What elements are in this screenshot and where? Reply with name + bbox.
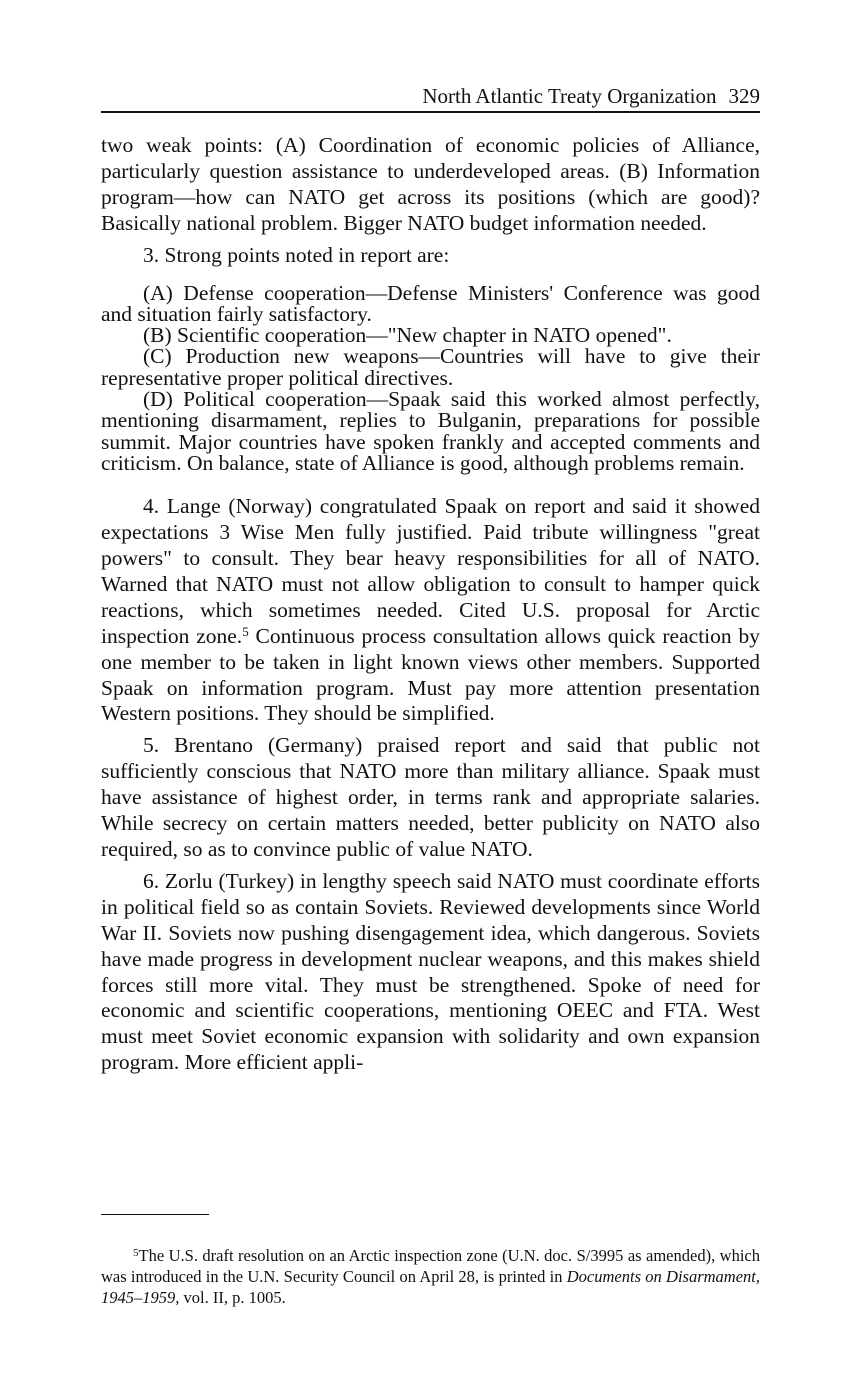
paragraph-6: 6. Zorlu (Turkey) in lengthy speech said NATO must coordinate efforts in political field so as contain Soviets. Reviewed developments since World War II. Soviets now pushing disengagement idea, which dangerous. Soviets have made progress in development nuclear weapons, and this makes shield forces still more vital. They must be strengthened. Spoke of need for economic and scientific cooperations, mentioning OEEC and FTA. West must meet Soviet economic expansion with solidarity and own expansion program. More efficient appli- bbox=[101, 868, 760, 1075]
page-number: 329 bbox=[728, 84, 760, 108]
paragraph-5: 5. Brentano (Germany) praised report and said that public not sufficiently conscious that NATO more than military alliance. Spaak must have assistance of highest order, in terms rank and appropriate salaries. While secrecy on certain matters needed, better publicity on NATO also required, so as to convince public of value NATO. bbox=[101, 733, 760, 861]
body-text bbox=[101, 133, 760, 1076]
strong-point-d: (D) Political cooperation—Spaak said this worked almost perfectly, mentioning disarmament, replies to Bulganin, preparations for possible summit. Major countries have spoken frankly and accepted comments and criticism. On balance, state of Alliance is good, although problems remain. bbox=[101, 387, 760, 475]
running-title: North Atlantic Treaty Organization bbox=[422, 84, 717, 108]
footnote-marker: 5 bbox=[133, 1246, 139, 1259]
header-rule bbox=[101, 111, 760, 113]
paragraph-3: 3. Strong points noted in report are: bbox=[143, 242, 450, 267]
footnote-publication-title: Documents on Disarmament, 1945–1959, bbox=[101, 1266, 760, 1307]
strong-points-list bbox=[101, 280, 760, 475]
strong-point-a: (A) Defense cooperation—Defense Ministers' Conference was good and situation fairly satisfactory. bbox=[101, 280, 760, 326]
footnote-rule bbox=[101, 1214, 209, 1215]
running-head bbox=[101, 82, 760, 110]
paragraph-4-part-2: Continuous process consultation allows quick reaction by one member to be taken in light known views other members. Supported Spaak on information program. Must pay more attention presentation Western positions. They should be simplified. bbox=[101, 623, 760, 726]
paragraph-4-part-1: 4. Lange (Norway) congratulated Spaak on report and said it showed expectations 3 Wise Men fully justified. Paid tribute willingness "great powers" to consult. They bear heavy responsibilities for all of NATO. Warned that NATO must not allow obligation to consult to hamper quick reactions, which sometimes needed. Cited U.S. proposal for Arctic inspection zone. bbox=[101, 494, 760, 648]
strong-point-b: (B) Scientific cooperation—"New chapter in NATO opened". bbox=[143, 323, 672, 348]
strong-point-c: (C) Production new weapons—Countries will have to give their representative proper political directives. bbox=[101, 344, 760, 390]
paragraph-4 bbox=[101, 494, 760, 727]
footnote-text-2: vol. II, p. 1005. bbox=[179, 1287, 286, 1307]
footnote-text-1: The U.S. draft resolution on an Arctic inspection zone (U.N. doc. S/3995 as amended), which was introduced in the U.N. Security Council on April 28, is printed in bbox=[101, 1245, 760, 1286]
footnote-reference-5: 5 bbox=[242, 623, 249, 639]
paragraph-continuation: two weak points: (A) Coordination of economic policies of Alliance, particularly question assistance to underdeveloped areas. (B) Information program—how can NATO get across its positions (which are good)? Basically national problem. Bigger NATO budget information needed. bbox=[101, 133, 760, 235]
footnote bbox=[101, 1245, 760, 1308]
